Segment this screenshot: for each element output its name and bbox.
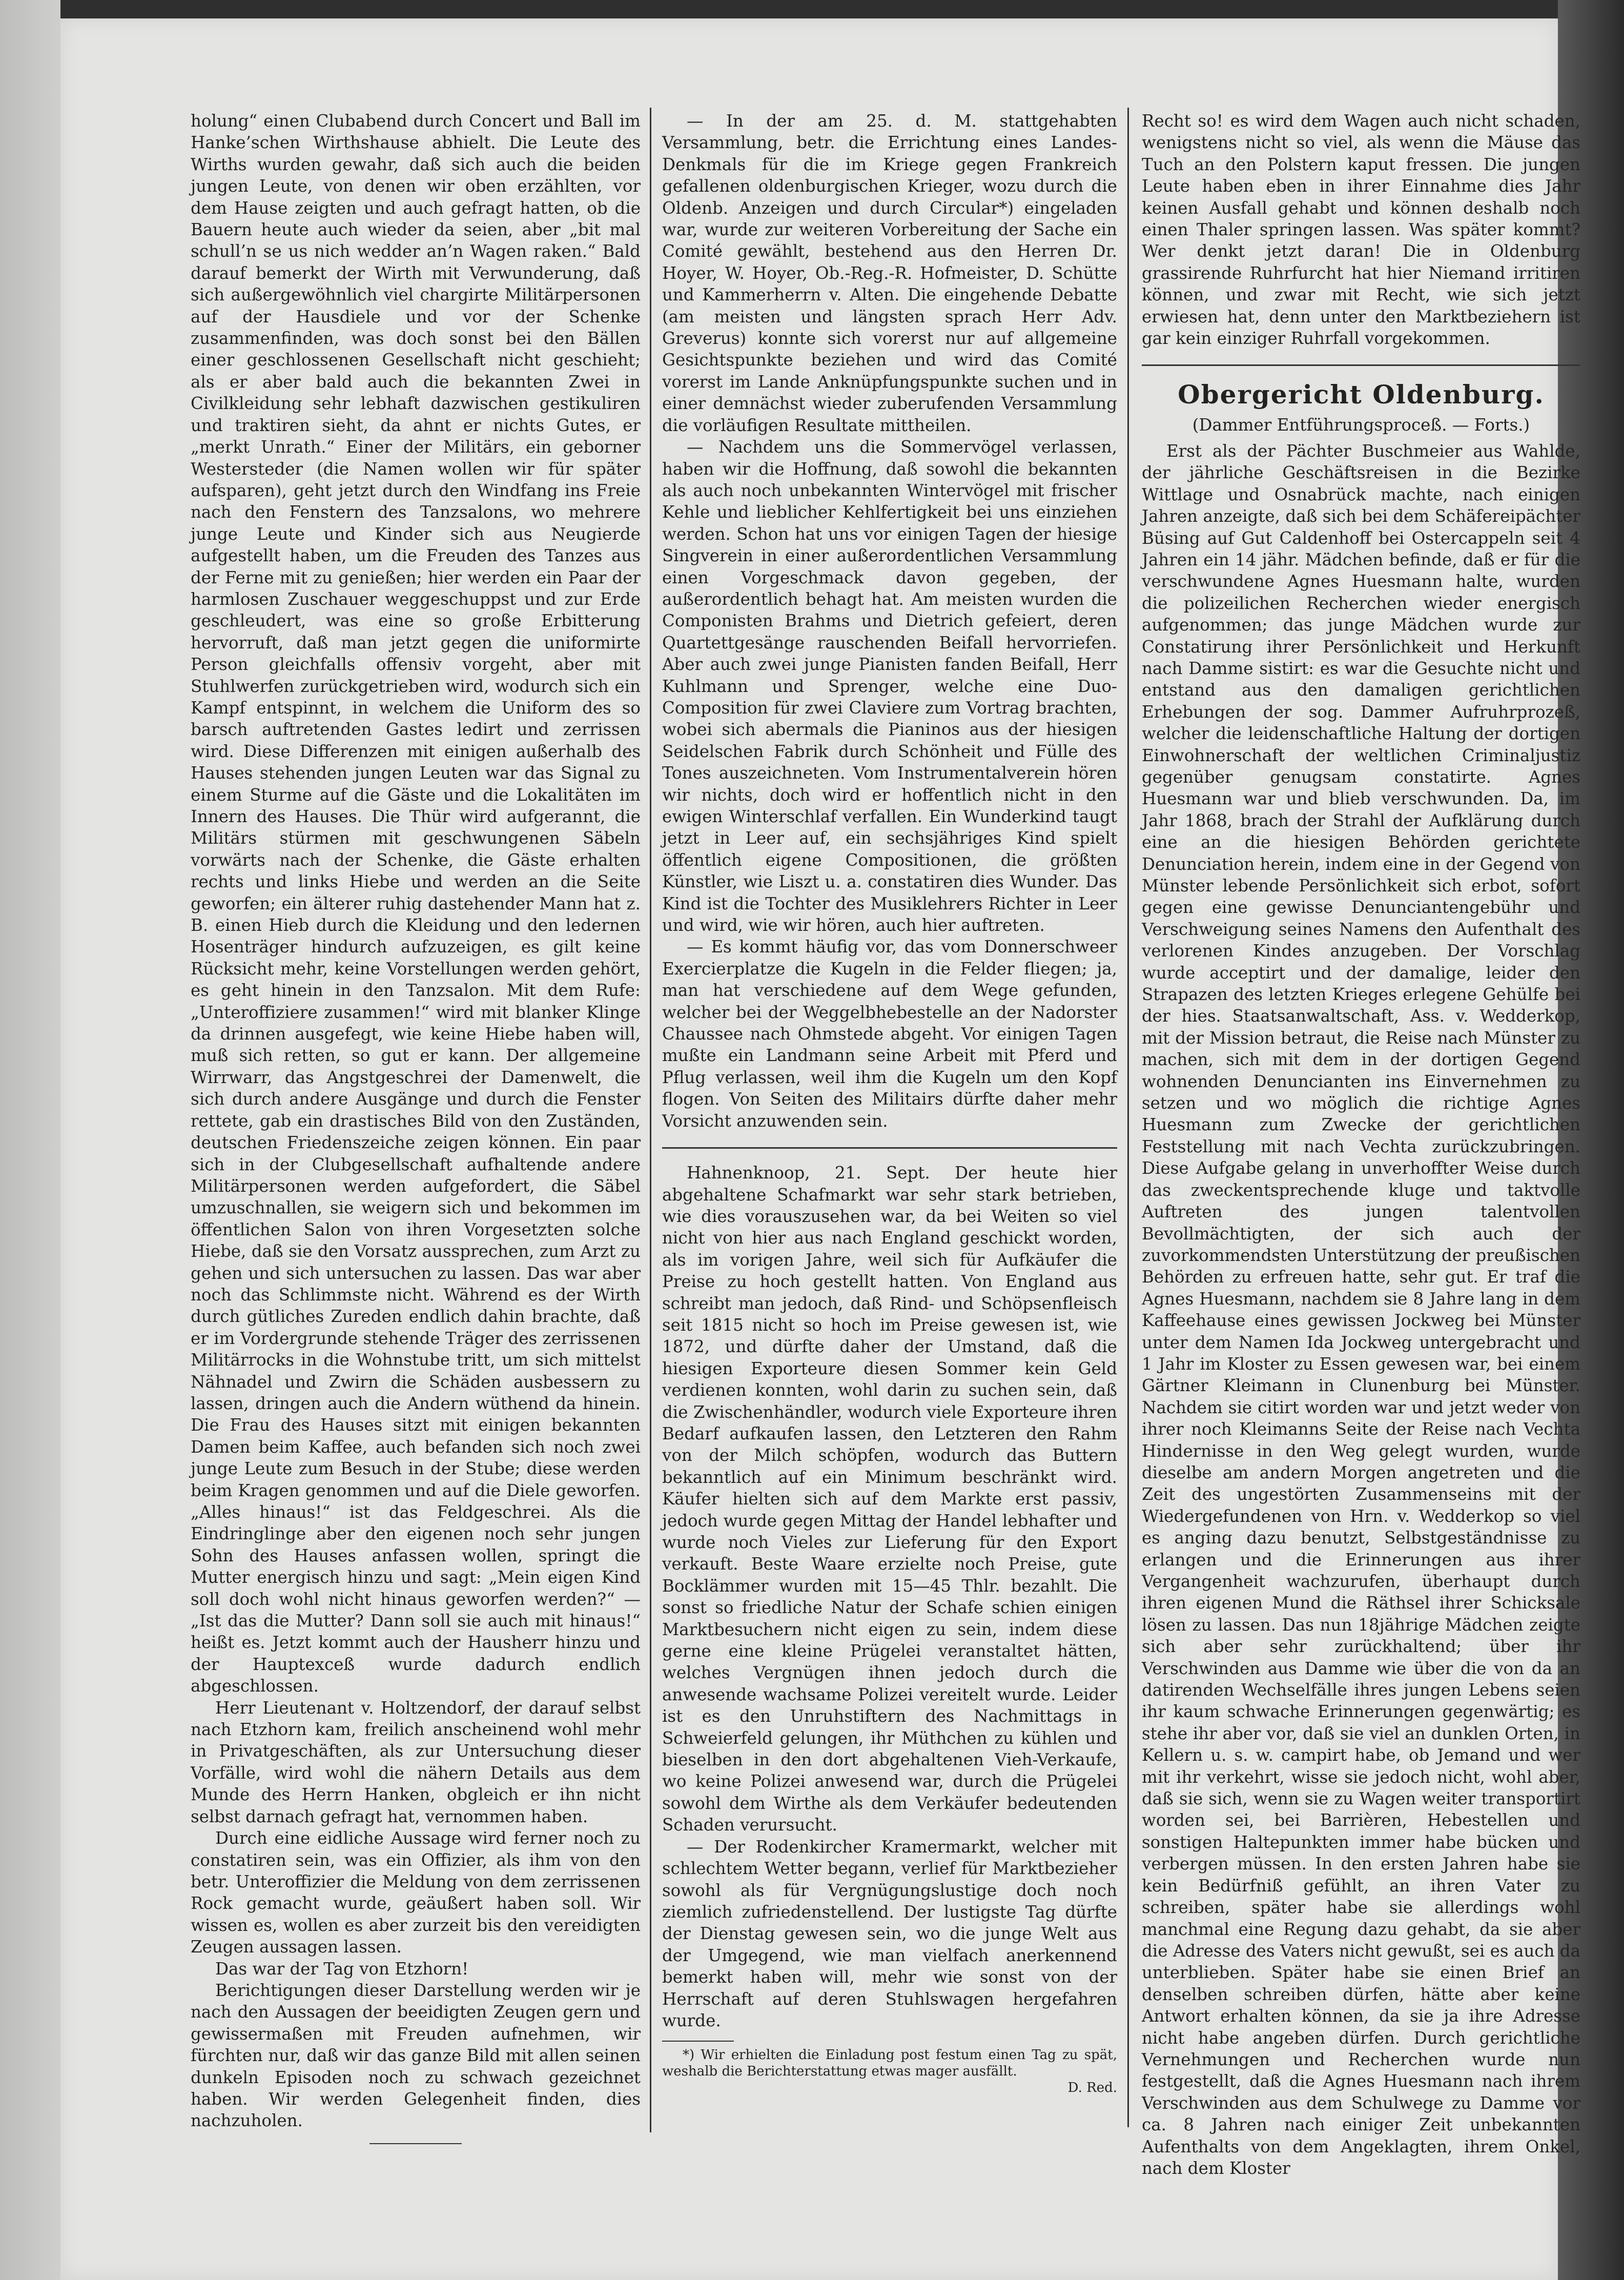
footnote-rule xyxy=(662,2041,734,2042)
article-end-rule xyxy=(369,2143,462,2144)
section-subheading: (Dammer Entführungsproceß. — Forts.) xyxy=(1192,415,1530,435)
news-rodenkircher-markt: — Der Rodenkircher Kramermarkt, welcher mit schlechtem Wetter begann, verlief für Marktbezieher sowohl als für Vergnügungslustige doch noch ziemlich zufriedenstellend. Der lustigste Tag dürfte der Dienstag gewesen sein, wo die junge Welt aus der Umgegend, wie man vielfach anerkennend bemerkt haben will, mehr wie sonst von der Herrschaft auf deren Stuhlswagen hergefahren wurde. xyxy=(662,1837,1117,2030)
article-etzhorn-paragraph-1: holung“ einen Clubabend durch Concert und Ball im Hanke’schen Wirthshause abhielt. Die Leute des Wirths wurden gewahr, daß sich auch die beiden jungen Leute, von denen wir oben erzählten, vor dem Hause zeigten und auch gefragt hatten, ob die Bauern heute auch wieder da seien, aber „bit mal schull’n se us nich wedder an’n Wagen raken.“ Bald darauf bemerkt der Wirth mit Verwunderung, daß sich außergewöhnlich viel chargirte Militärpersonen auf der Hausdiele und vor der Schenke zusammenfinden, was doch sonst bei den Bällen einer geschlossenen Gesellschaft nicht geschieht; als er aber bald auch die bekannten Zwei in Civilkleidung sehr lebhaft dazwischen gestikuliren und traktiren sieht, da ahnt er nichts Gutes, er „merkt Unrath.“ Einer der Militärs, ein geborner Westersteder (die Namen wollen wir für später aufsparen), geht jetzt durch den Windfang ins Freie nach den Fenstern des Tanzsalons, wo mehrere junge Leute und Kinder sich aus Neugierde aufgestellt haben, um die Freuden des Tanzes aus der Ferne mit zu genießen; hier werden ein Paar der harmlosen Zuschauer weggeschuppst und zur Erde geschleudert, was eine so große Erbitterung hervorruft, daß man jetzt gegen die uniformirte Person gleichfalls offensiv vorgeht, aber mit Stuhlwerfen zurückgetrieben wird, wodurch sich ein Kampf entspinnt, in welchem die Uniform des so barsch auftretenden Gastes ledirt und zerrissen wird. Diese Differenzen mit einigen außerhalb des Hauses stehenden jungen Leuten war das Signal zu einem Sturme auf die Gäste und die Lokalitäten im Innern des Hauses. Die Thür wird aufgerannt, die Militärs stürmen mit geschwungenen Säbeln vorwärts nach der Schenke, die Gäste erhalten rechts und links Hiebe und werden an die Seite geworfen; ein älterer ruhig dastehender Mann hat z. B. einen Hieb durch die Kleidung und den ledernen Hosenträger hindurch aufzuzeigen, es gilt keine Rücksicht mehr, keine Vorstellungen werden gehört, es geht hinein in den Tanzsalon. Mit dem Rufe: „Unteroffiziere zusammen!“ wird mit blanker Klinge da drinnen ausgefegt, wie keine Hiebe haben will, muß sich retten, so gut er kann. Der allgemeine Wirrwarr, das Angstgeschrei der Damenwelt, die sich durch andere Ausgänge und durch die Fenster rettete, gab ein drastisches Bild von den Zuständen, deutschen Friedenszeiche zeigen können. Ein paar sich in der Clubgesellschaft aufhaltende andere Militärpersonen werden aufgefordert, die Säbel umzuschnallen, sie weigern sich und bekommen im öffentlichen Salon von ihren Vorgesetzten solche Hiebe, daß sie den Vorsatz aussprechen, zum Arzt zu gehen und sich untersuchen zu lassen. Das war aber noch das Schlimmste nicht. Während es der Wirth durch gütliches Zureden endlich dahin brachte, daß er im Vordergrunde stehende Träger des zerrissenen Militärrocks in die Wohnstube tritt, um sich mittelst Nähnadel und Zwirn die Schäden ausbessern zu lassen, dringen auch die Andern wüthend da hinein. Die Frau des Hauses sitzt mit einigen bekannten Damen beim Kaffee, auch befanden sich noch zwei junge Leute zum Besuch in der Stube; diese werden beim Kragen genommen und auf die Diele geworfen. „Alles hinaus!“ ist das Feldgeschrei. Als die Eindringlinge aber den eigenen noch sehr jungen Sohn des Hauses anfassen wollen, springt die Mutter energisch hinzu und sagt: „Mein eigen Kind soll doch wohl nicht hinaus geworfen werden?“ — „Ist das die Mutter? Dann soll sie auch mit hinaus!“ heißt es. Jetzt kommt auch der Hausherr hinzu und der Hauptexceß wurde dadurch endlich abgeschlossen. xyxy=(191,111,641,1696)
article-etzhorn-paragraph-4: Das war der Tag von Etzhorn! xyxy=(215,1959,469,1979)
scan-margin-left xyxy=(0,0,60,2280)
section-divider-right xyxy=(1142,364,1580,366)
news-rodenkircher-continued: Recht so! es wird dem Wagen auch nicht schaden, wenigstens nicht so viel, als wenn die Mäuse das Tuch an den Polstern kaput fressen. Die jungen Leute haben eben in ihrer Einnahme dies Jahr keinen Ausfall gehabt und können deshalb noch einen Thaler springen lassen. Was später kommt? Wer denkt jetzt daran! Die in Oldenburg grassirende Ruhrfurcht hat hier Niemand irritiren können, und zwar mit Recht, wie sich jetzt erwiesen hat, denn unter den Marktbeziehern ist gar kein einziger Ruhrfall vorgekommen. xyxy=(1142,111,1580,349)
court-report-paragraph: Erst als der Pächter Buschmeier aus Wahlde, der jährliche Geschäftsreisen in die Bezirke Wittlage und Osnabrück machte, nach einigen Jahren anzeigte, daß sich bei dem Schäfereipächter Büsing auf Gut Caldenhoff bei Ostercappeln seit 4 Jahren ein 14 jähr. Mädchen befinde, daß er für die verschwundene Agnes Huesmann halte, wurden die polizeilichen Recherchen wieder energisch aufgenommen; das junge Mädchen wurde zur Constatirung ihrer Persönlichkeit und Herkunft nach Damme sistirt: es war die Gesuchte nicht und entstand aus den damaligen gerichtlichen Erhebungen der sog. Dammer Aufruhrprozeß, welcher die leidenschaftliche Haltung der dortigen Einwohnerschaft der weltlichen Criminaljustiz gegenüber genugsam constatirte. Agnes Huesmann war und blieb verschwunden. Da, im Jahr 1868, brach der Strahl der Aufklärung durch eine an die hiesigen Behörden gerichtete Denunciation herein, indem eine in der Gegend von Münster lebende Persönlichkeit sich erbot, sofort gegen eine gewisse Denunciantengebühr und Verschweigung seines Namens den Aufenthalt des verlorenen Kindes anzugeben. Der Vorschlag wurde acceptirt und der damalige, leider den Strapazen des letzten Krieges erlegene Gehülfe bei der hies. Staatsanwaltschaft, Ass. v. Wedderkop, mit der Mission betraut, die Reise nach Münster zu machen, sich mit dem in der dortigen Gegend wohnenden Denuncianten ins Einvernehmen zu setzen und wo möglich die richtige Agnes Huesmann zum Zwecke der gerichtlichen Feststellung mit nach Vechta zurückzubringen. Diese Aufgabe gelang in unverhoffter Weise durch das zweckentsprechende kluge und taktvolle Auftreten des jungen talentvollen Bevollmächtigten, der sich auch der zuvorkommendsten Unterstützung der preußischen Behörden zu erfreuen hatte, sehr gut. Er traf die Agnes Huesmann, nachdem sie 8 Jahre lang in dem Kaffeehause eines gewissen Jockweg bei Münster unter dem Namen Ida Jockweg untergebracht und 1 Jahr im Kloster zu Essen gewesen war, bei einem Gärtner Kleimann in Clunenburg bei Münster. Nachdem sie citirt worden war und jetzt weder von ihrer noch Kleimanns Seite der Reise nach Vechta Hindernisse in den Weg gelegt wurden, wurde dieselbe am andern Morgen angetreten und die Zeit des ungestörten Zusammenseins mit der Wiedergefundenen von Hrn. v. Wedderkop so viel es anging dazu benutzt, Selbstgeständnisse zu erlangen und die Erinnerungen aus ihrer Vergangenheit wachzurufen, überhaupt durch ihren eigenen Mund die Räthsel ihrer Schicksale lösen zu lassen. Das nun 18jährige Mädchen zeigte sich aber sehr zurückhaltend; über ihr Verschwinden aus Damme wie über die von da an datirenden Wechselfälle ihres jungen Lebens seien ihr kaum schwache Erinnerungen gegenwärtig; es stehe ihr aber vor, daß sie viel an dunklen Orten, in Kellern u. s. w. campirt habe, ob Jemand und wer mit ihr verkehrt, wisse sie jedoch nicht, wohl aber, daß sie sich, wenn sie zu Wagen weiter transportirt worden sei, bei Barrièren, Hebestellen und sonstigen Haltepunkten immer habe bücken und verbergen müssen. In den ersten Jahren habe sie kein Bedürfniß gefühlt, an ihren Vater zu schreiben, später habe sie allerdings wohl manchmal eine Regung dazu gehabt, da sie aber die Adresse des Vaters nicht gewußt, sei es auch da unterblieben. Später habe sie einen Brief an denselben schreiben dürfen, hätte aber keine Antwort erhalten können, da sie ja ihre Adresse nicht habe angeben dürfen. Durch gerichtliche Vernehmungen und Recherchen wurde nun festgestellt, daß die Agnes Huesmann nach ihrem Verschwinden aus dem Schulwege zu Damme vor ca. 8 Jahren nach einiger Zeit unbekannten Aufenthalts von dem Angeklagten, ihrem Onkel, nach dem Kloster xyxy=(1142,441,1580,2178)
article-etzhorn-paragraph-2: Herr Lieutenant v. Holtzendorf, der darauf selbst nach Etzhorn kam, freilich anscheinend wohl mehr in Privatgeschäften, als zur Untersuchung dieser Vorfälle, wird wohl die nähern Details aus dem Munde des Herrn Hanken, obgleich er ihn nicht selbst darnach gefragt hat, vernommen haben. xyxy=(191,1698,641,1826)
column-divider-2 xyxy=(1127,108,1129,2127)
article-etzhorn-paragraph-3: Durch eine eidliche Aussage wird ferner noch zu constatiren sein, was ein Offizier, als ihm von den betr. Unteroffizier die Meldung von dem zerrissenen Rock gemacht wurde, geäußert haben soll. Wir wissen es, wollen es aber zurzeit bis den vereidigten Zeugen aussagen lassen. xyxy=(191,1828,641,1957)
column-left xyxy=(191,110,641,2155)
news-landesdenkmal: — In der am 25. d. M. stattgehabten Versammlung, betr. die Errichtung eines Landes-Denkmals für die im Kriege gegen Frankreich gefallenen oldenburgischen Krieger, wozu durch die Oldenb. Anzeigen und durch Circular*) eingeladen war, wurde zur weiteren Vorbereitung der Sache ein Comité gewählt, bestehend aus den Herren Dr. Hoyer, W. Hoyer, Ob.-Reg.-R. Hofmeister, D. Schütte und Kammerherrn v. Alten. Die eingehende Debatte (am meisten und längsten sprach Herr Adv. Greverus) konnte sich vorerst nur auf allgemeine Gesichtspunkte beziehen und wird das Comité vorerst im Lande Anknüpfungspunkte suchen und in einer demnächst wieder zuberufenden Versammlung die vorläufigen Resultate mittheilen. xyxy=(662,111,1117,435)
footnote-signature: D. Red. xyxy=(1067,2080,1117,2096)
section-heading: Obergericht Oldenburg. xyxy=(1178,379,1545,410)
column-divider-1 xyxy=(650,108,651,2132)
article-etzhorn-paragraph-5: Berichtigungen dieser Darstellung werden wir je nach den Aussagen der beeidigten Zeugen gern und gewissermaßen mit Freuden aufnehmen, wir fürchten nur, daß wir das ganze Bild mit allen seinen dunkeln Episoden noch zu schwach gezeichnet haben. Wir werden Gelegenheit finden, dies nachzuholen. xyxy=(191,1980,641,2131)
section-divider xyxy=(662,1147,1117,1149)
column-middle xyxy=(662,110,1117,2096)
news-exercierplatz: — Es kommt häufig vor, das vom Donnerschweer Exercierplatze die Kugeln in die Felder fliegen; ja, man hat verschiedene auf dem Wege gefunden, welcher bei der Weggelbhebestelle an der Nadorster Chaussee nach Ohmstede abgeht. Vor einigen Tagen mußte ein Landmann seine Arbeit mit Pferd und Pflug verlassen, weil ihm die Kugeln um den Kopf flogen. Von Seiten des Militairs dürfte daher mehr Vorsicht anzuwenden sein. xyxy=(662,937,1117,1131)
footnote: *) Wir erhielten die Einladung post festum einen Tag zu spät, weshalb die Berichterstattung etwas mager ausfällt. xyxy=(662,2047,1117,2080)
scan-border-top xyxy=(0,0,1624,18)
column-right xyxy=(1142,110,1580,2179)
news-sommervoegel: — Nachdem uns die Sommervögel verlassen, haben wir die Hoffnung, daß sowohl die bekannten als auch noch unbekannten Wintervögel mit frischer Kehle und lieblicher Kehlfertigkeit bei uns einziehen werden. Schon hat uns vor einigen Tagen der hiesige Singverein in einer außerordentlichen Versammlung einen Vorgeschmack davon gegeben, der außerordentlich behagt hat. Am meisten wurden die Componisten Brahms und Dietrich gefeiert, deren Quartettgesänge rauschenden Beifall hervorriefen. Aber auch zwei junge Pianisten fanden Beifall, Herr Kuhlmann und Sprenger, welche eine Duo-Composition für zwei Claviere zum Vortrag brachten, wobei sich abermals die Pianinos aus der hiesigen Seidelschen Fabrik durch Schönheit und Fülle des Tones auszeichneten. Vom Instrumentalverein hören wir nichts, doch wird er hoffentlich nicht in den ewigen Winterschlaf verfallen. Ein Wunderkind taugt jetzt in Leer auf, ein sechsjähriges Kind spielt öffentlich eigene Compositionen, die größten Künstler, wie Liszt u. a. constatiren dies Wunder. Das Kind ist die Tochter des Musiklehrers Richter in Leer und wird, wie wir hören, auch hier auftreten. xyxy=(662,437,1117,935)
news-hahnenknoop: Hahnenknoop, 21. Sept. Der heute hier abgehaltene Schafmarkt war sehr stark betrieben, wie dies vorauszusehen war, da bei Weiten so viel nicht von hier aus nach England geschickt worden, als im vorigen Jahre, weil sich für Aufkäufer die Preise zu hoch gestellt hatten. Von England aus schreibt man jedoch, daß Rind- und Schöpsenfleisch seit 1815 nicht so hoch im Preise gewesen ist, wie 1872, und dürfte daher der Umstand, daß die hiesigen Exporteure diesen Sommer kein Geld verdienen konnten, wohl darin zu suchen sein, daß die Zwischenhändler, wodurch viele Exporteure ihren Bedarf aufkaufen lassen, den Letzteren den Rahm von der Milch schöpfen, wodurch das Buttern bekanntlich auf ein Minimum beschränkt wird. Käufer hielten sich auf dem Markte erst passiv, jedoch wurde gegen Mittag der Handel lebhafter und wurde noch Vieles zur Lieferung für den Export verkauft. Beste Waare erzielte noch Preise, gute Bocklämmer wurden mit 15—45 Thlr. bezahlt. Die sonst so friedliche Natur der Schafe schien einigen Marktbesuchern nicht eigen zu sein, indem diese gerne eine kleine Prügelei veranstaltet hätten, welches Vergnügen ihnen jedoch durch die anwesende wachsame Polizei vereitelt wurde. Leider ist es den Unruhstiftern des Nachmittags in Schweierfeld gelungen, ihr Müthchen zu kühlen und bieselben in den dort abgehaltenen Vieh-Verkaufe, wo keine Polizei anwesend war, durch die Prügelei sowohl dem Wirthe als dem Verkäufer bedeutenden Schaden verursucht. xyxy=(662,1163,1117,1835)
